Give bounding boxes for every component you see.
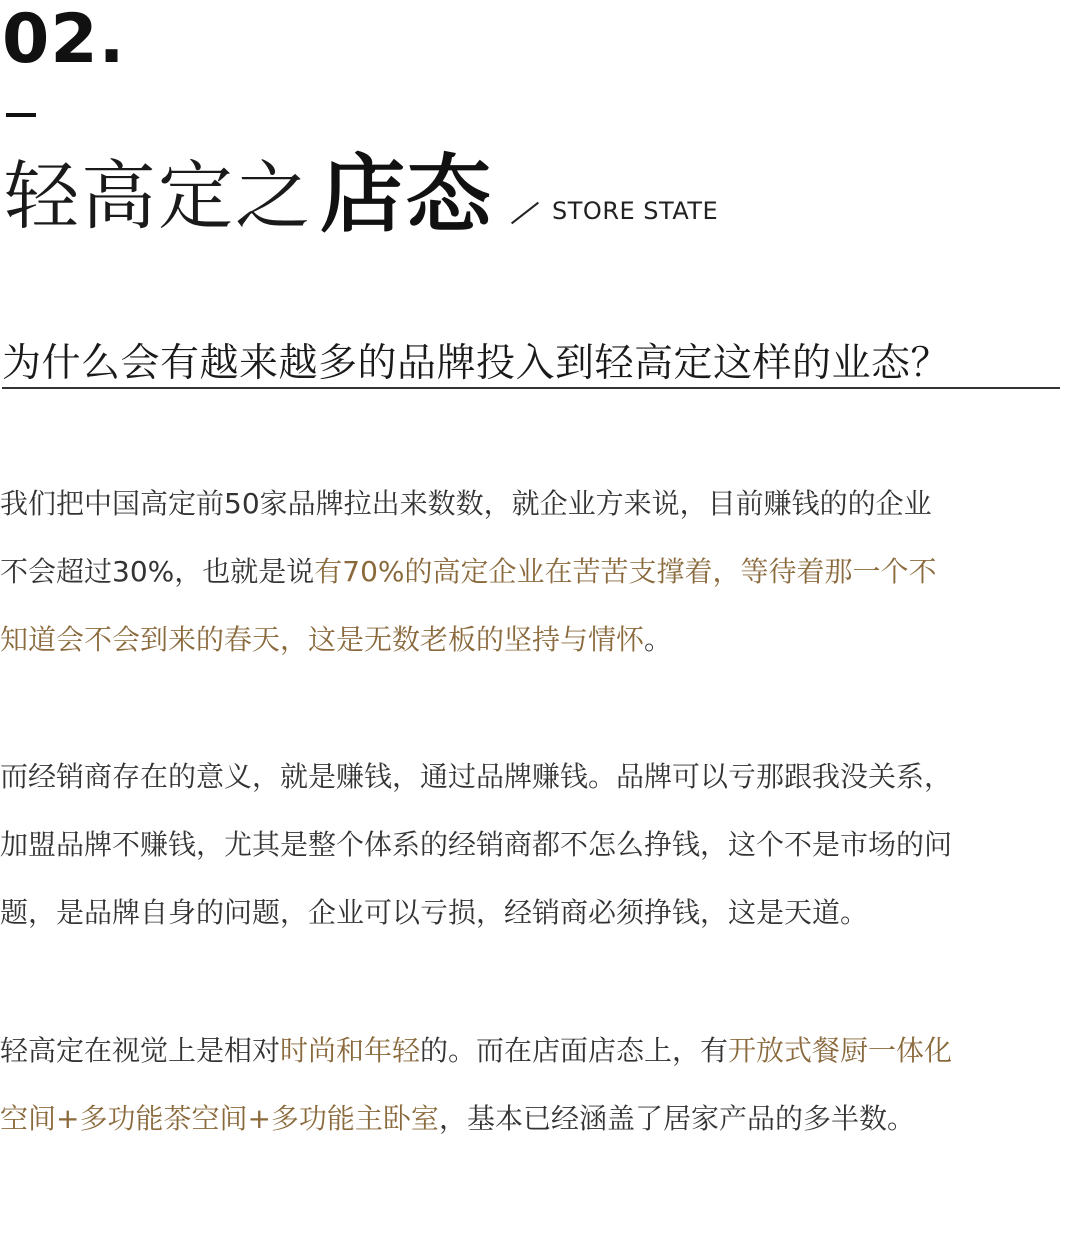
question-heading: 为什么会有越来越多的品牌投入到轻高定这样的业态？ <box>2 341 951 386</box>
title-light: 轻高定之 <box>4 152 313 240</box>
paragraph-line <box>0 470 1080 538</box>
title-slash <box>511 202 539 225</box>
body-text: 不会超过30%，也就是说 <box>0 555 315 588</box>
body-text: 题，是品牌自身的问题，企业可以亏损，经销商必须挣钱，这是天道。 <box>0 896 869 929</box>
body-text: 。 <box>644 623 673 656</box>
paragraph-line <box>0 1085 1080 1153</box>
title-english: STORE STATE <box>552 197 719 225</box>
body-text: 轻高定在视觉上是相对 <box>0 1034 281 1067</box>
paragraph-2 <box>0 743 1080 947</box>
body-text: 我们把中国高定前50家品牌拉出来数数，就企业方来说，目前赚钱的的企业 <box>0 487 932 520</box>
paragraph-line <box>0 538 1080 606</box>
highlighted-text: 时尚和年轻 <box>280 1034 421 1067</box>
title-dash <box>6 113 36 117</box>
highlighted-text: 有70%的高定企业在苦苦支撑着，等待着那一个不 <box>314 555 937 588</box>
body-text: 加盟品牌不赚钱，尤其是整个体系的经销商都不怎么挣钱，这个不是市场的问 <box>0 828 953 861</box>
paragraph-line <box>0 1017 1080 1085</box>
title-bold: 店态 <box>320 146 493 245</box>
paragraph-line <box>0 879 1080 947</box>
section-number: 02. <box>2 0 126 79</box>
paragraph-line <box>0 606 1080 674</box>
highlighted-text: 开放式餐厨一体化 <box>728 1034 953 1067</box>
body-text: 的。而在店面店态上，有 <box>420 1034 729 1067</box>
section-title <box>4 142 719 245</box>
highlighted-text: 知道会不会到来的春天，这是无数老板的坚持与情怀 <box>0 623 645 656</box>
paragraph-3 <box>0 1017 1080 1153</box>
paragraph-1 <box>0 470 1080 674</box>
paragraph-line <box>0 743 1080 811</box>
body-text: ，基本已经涵盖了居家产品的多半数。 <box>438 1102 915 1135</box>
highlighted-text: 空间+多功能茶空间+多功能主卧室 <box>0 1102 439 1135</box>
paragraph-line <box>0 811 1080 879</box>
body-text: 而经销商存在的意义，就是赚钱，通过品牌赚钱。品牌可以亏那跟我没关系， <box>0 760 953 793</box>
question-underline <box>2 387 1060 389</box>
